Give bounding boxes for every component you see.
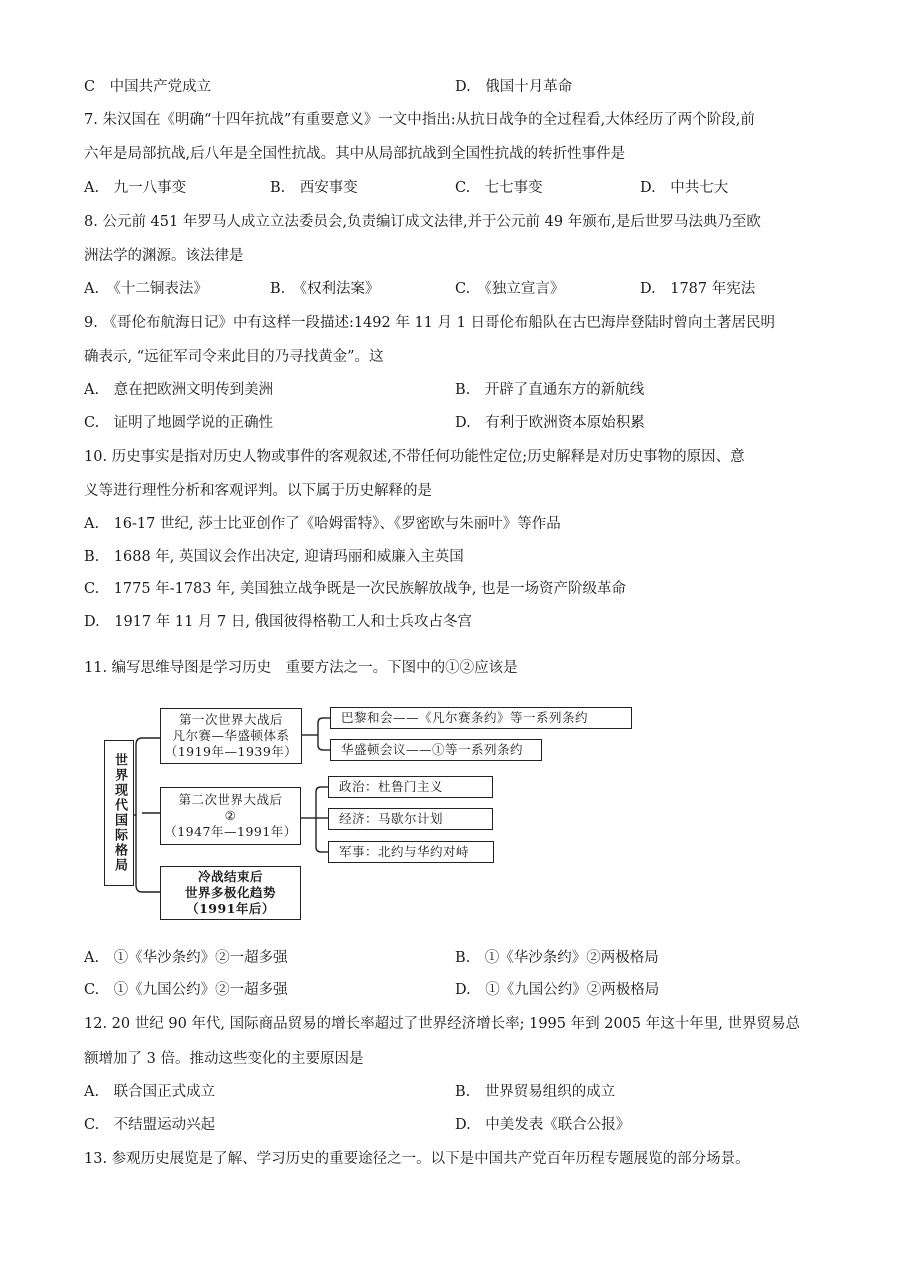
q8-option-b: B. 《权利法案》 [270, 281, 380, 297]
q10-option-d: D. 1917 年 11 月 7 日, 俄国彼得格勒工人和士兵攻占冬宫 [84, 614, 473, 630]
q7-option-a: A. 九一八事变 [84, 180, 187, 196]
q9-option-b: B. 开辟了直通东方的新航线 [455, 382, 645, 398]
mind-map-branch-2-child-3: 军事：北约与华约对峙 [328, 841, 494, 863]
branch-1-line-1: 第一次世界大战后 [178, 712, 283, 727]
branch-3-line-2: 世界多极化趋势 [184, 885, 276, 900]
q8-stem-line2: 洲法学的渊源。该法律是 [84, 248, 244, 264]
q12-option-a: A. 联合国正式成立 [84, 1084, 216, 1100]
q9-option-c: C. 证明了地圆学说的正确性 [84, 415, 274, 431]
q6-option-c: C 中国共产党成立 [84, 79, 212, 95]
q7-option-d: D. 中共七大 [640, 180, 729, 196]
q7-stem-line2: 六年是局部抗战,后八年是全国性抗战。其中从局部抗战到全国性抗战的转折性事件是 [84, 146, 626, 162]
q12-option-b: B. 世界贸易组织的成立 [455, 1084, 616, 1100]
mind-map-branch-3 [160, 866, 301, 920]
q12-option-d: D. 中美发表《联合公报》 [455, 1117, 631, 1133]
q10-option-c: C. 1775 年-1783 年, 美国独立战争既是一次民族解放战争, 也是一场资产阶级革命 [84, 581, 627, 597]
q8-stem-line1: 8. 公元前 451 年罗马人成立立法委员会,负责编订成文法律,并于公元前 49 年颁布,是后世罗马法典乃至欧 [84, 214, 761, 230]
mind-map-branch-1 [160, 708, 302, 764]
q10-option-b: B. 1688 年, 英国议会作出决定, 迎请玛丽和威廉入主英国 [84, 549, 464, 565]
q11-option-b: B. ①《华沙条约》②两极格局 [455, 950, 659, 966]
q9-option-d: D. 有利于欧洲资本原始积累 [455, 415, 645, 431]
q6-option-d: D. 俄国十月革命 [455, 79, 573, 95]
q11-option-d: D. ①《九国公约》②两极格局 [455, 982, 660, 998]
q10-stem-line1: 10. 历史事实是指对历史人物或事件的客观叙述,不带任何功能性定位;历史解释是对历史事物的原因、意 [84, 449, 745, 465]
q12-stem-line2: 额增加了 3 倍。推动这些变化的主要原因是 [84, 1051, 364, 1067]
q10-option-a: A. 16-17 世纪, 莎士比亚创作了《哈姆雷特》、《罗密欧与朱丽叶》等作品 [84, 516, 561, 532]
q12-stem-line1: 12. 20 世纪 90 年代, 国际商品贸易的增长率超过了世界经济增长率; 1995 年到 2005 年这十年里, 世界贸易总 [84, 1016, 800, 1032]
q8-option-a: A. 《十二铜表法》 [84, 281, 208, 297]
q7-stem-line1: 7. 朱汉国在《明确“十四年抗战”有重要意义》一文中指出:从抗日战争的全过程看,大体经历了两个阶段,前 [84, 112, 755, 128]
q9-stem-line2: 确表示, “远征军司令来此目的乃寻找黄金”。这 [84, 349, 384, 365]
branch-1-line-3: （1919年—1939年） [164, 744, 298, 759]
mind-map-branch-2-child-1: 政治：杜鲁门主义 [328, 776, 493, 798]
mind-map-branch-1-child-1: 巴黎和会——《凡尔赛条约》等一系列条约 [330, 707, 632, 729]
branch-2-line-1: 第二次世界大战后 [178, 792, 283, 807]
mind-map-branch-2-child-2: 经济：马歇尔计划 [328, 808, 493, 830]
q11-option-c: C. ①《九国公约》②一超多强 [84, 982, 288, 998]
q13-stem-line1: 13. 参观历史展览是了解、学习历史的重要途径之一。以下是中国共产党百年历程专题展览的部分场景。 [84, 1151, 750, 1167]
branch-2-line-3: （1947年—1991年） [164, 824, 297, 839]
q11-option-a: A. ①《华沙条约》②一超多强 [84, 950, 288, 966]
q11-stem-line1: 11. 编写思维导图是学习历史 重要方法之一。下图中的①②应该是 [84, 660, 518, 676]
q9-stem-line1: 9. 《哥伦布航海日记》中有这样一段描述:1492 年 11 月 1 日哥伦布船队在古巴海岸登陆时曾向土著居民明 [84, 315, 775, 331]
branch-1-line-2: 凡尔赛—华盛顿体系 [172, 728, 290, 743]
q12-option-c: C. 不结盟运动兴起 [84, 1117, 216, 1133]
q7-option-c: C. 七七事变 [455, 180, 543, 196]
branch-3-line-3: （1991年后） [186, 901, 275, 916]
q9-option-a: A. 意在把欧洲文明传到美洲 [84, 382, 274, 398]
mind-map-branch-2 [160, 787, 301, 845]
mind-map-branch-1-child-2: 华盛顿会议——①等一系列条约 [330, 739, 542, 761]
q10-stem-line2: 义等进行理性分析和客观评判。以下属于历史解释的是 [84, 483, 432, 499]
mind-map-root: 世界现代国际格局 [104, 740, 134, 886]
branch-2-line-2: ② [224, 808, 237, 823]
q8-option-c: C. 《独立宣言》 [455, 281, 565, 297]
q8-option-d: D. 1787 年宪法 [640, 281, 756, 297]
q7-option-b: B. 西安事变 [270, 180, 358, 196]
branch-3-line-1: 冷战结束后 [197, 869, 263, 884]
